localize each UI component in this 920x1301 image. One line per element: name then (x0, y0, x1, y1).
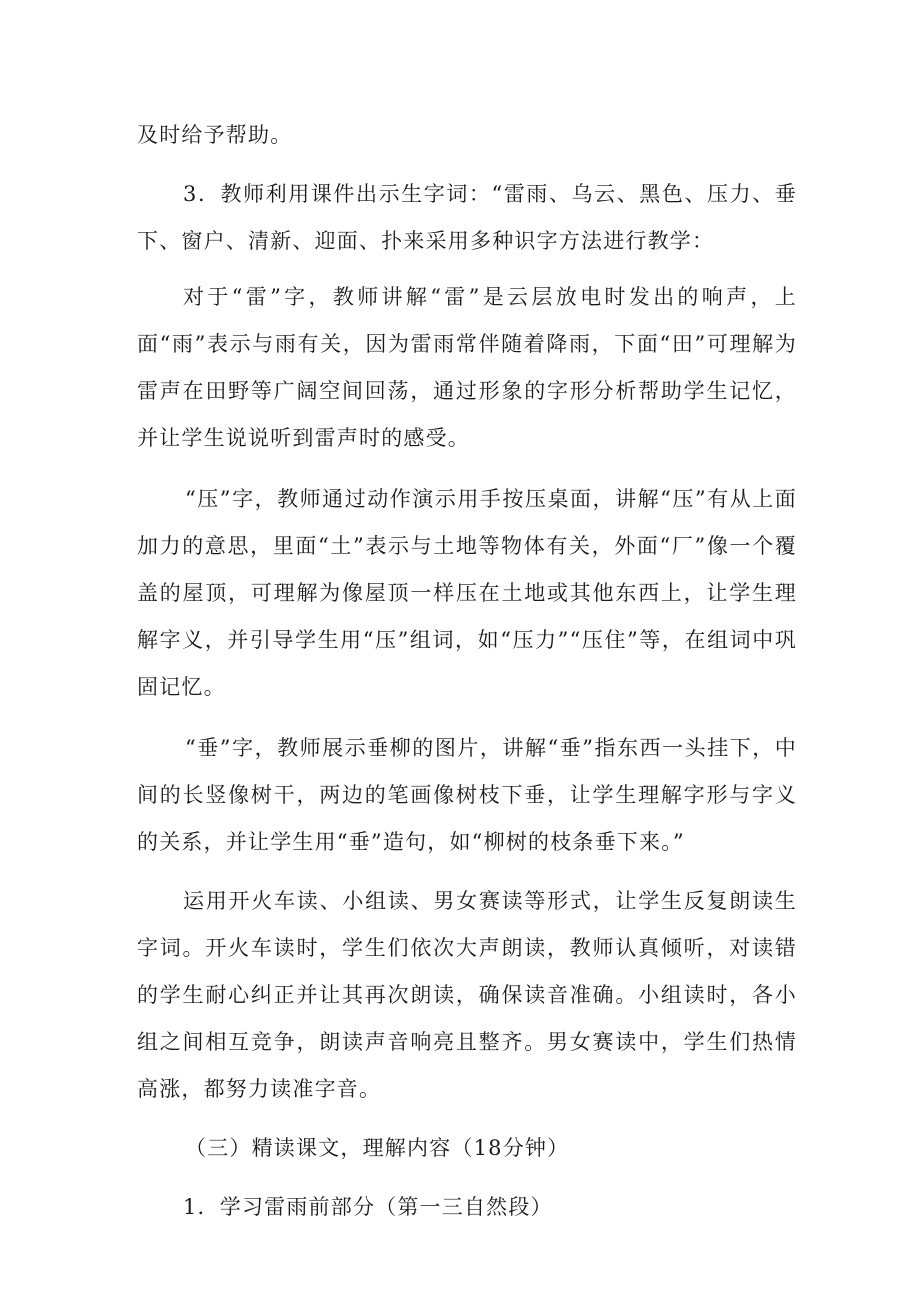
paragraph-ya-character: “压”字，教师通过动作演示用手按压桌面，讲解“压”有从上面加力的意思，里面“土”表示与土地等物体有关，外面“厂”像一个覆盖的屋顶，可理解为像屋顶一样压在土地或其他东西上，让学生理解字义，并引导学生用“压”组词，如“压力”“压住”等，在组词中巩固记忆。 (137, 487, 797, 699)
paragraph-reading-practice: 运用开火车读、小组读、男女赛读等形式，让学生反复朗读生字词。开火车读时，学生们依次大声朗读，教师认真倾听，对读错的学生耐心纠正并让其再次朗读，确保读音准确。小组读时，各小组之间相互竞争，朗读声音响亮且整齐。男女赛读中，学生们热情高涨，都努力读准字音。 (137, 889, 797, 1101)
paragraph-continuation: 及时给予帮助。 (137, 123, 293, 147)
paragraph-chui-character: “垂”字，教师展示垂柳的图片，讲解“垂”指东西一头挂下，中间的长竖像树干，两边的笔画像树枝下垂，让学生理解字形与字义的关系，并让学生用“垂”造句，如“柳树的枝条垂下来。” (137, 736, 797, 854)
document-body (137, 112, 797, 1231)
section-heading-3: （三）精读课文，理解内容（18分钟） (185, 1136, 570, 1160)
subsection-heading-1: 1．学习雷雨前部分（第一三自然段） (183, 1195, 553, 1219)
paragraph-lei-character: 对于“雷”字，教师讲解“雷”是云层放电时发出的响声，上面“雨”表示与雨有关，因为雷雨常伴随着降雨，下面“田”可理解为雷声在田野等广阔空间回荡，通过形象的字形分析帮助学生记忆，并让学生说说听到雷声时的感受。 (137, 285, 797, 450)
paragraph-step-3: 3．教师利用课件出示生字词：“雷雨、乌云、黑色、压力、垂下、窗户、清新、迎面、扑来采用多种识字方法进行教学： (137, 182, 797, 253)
